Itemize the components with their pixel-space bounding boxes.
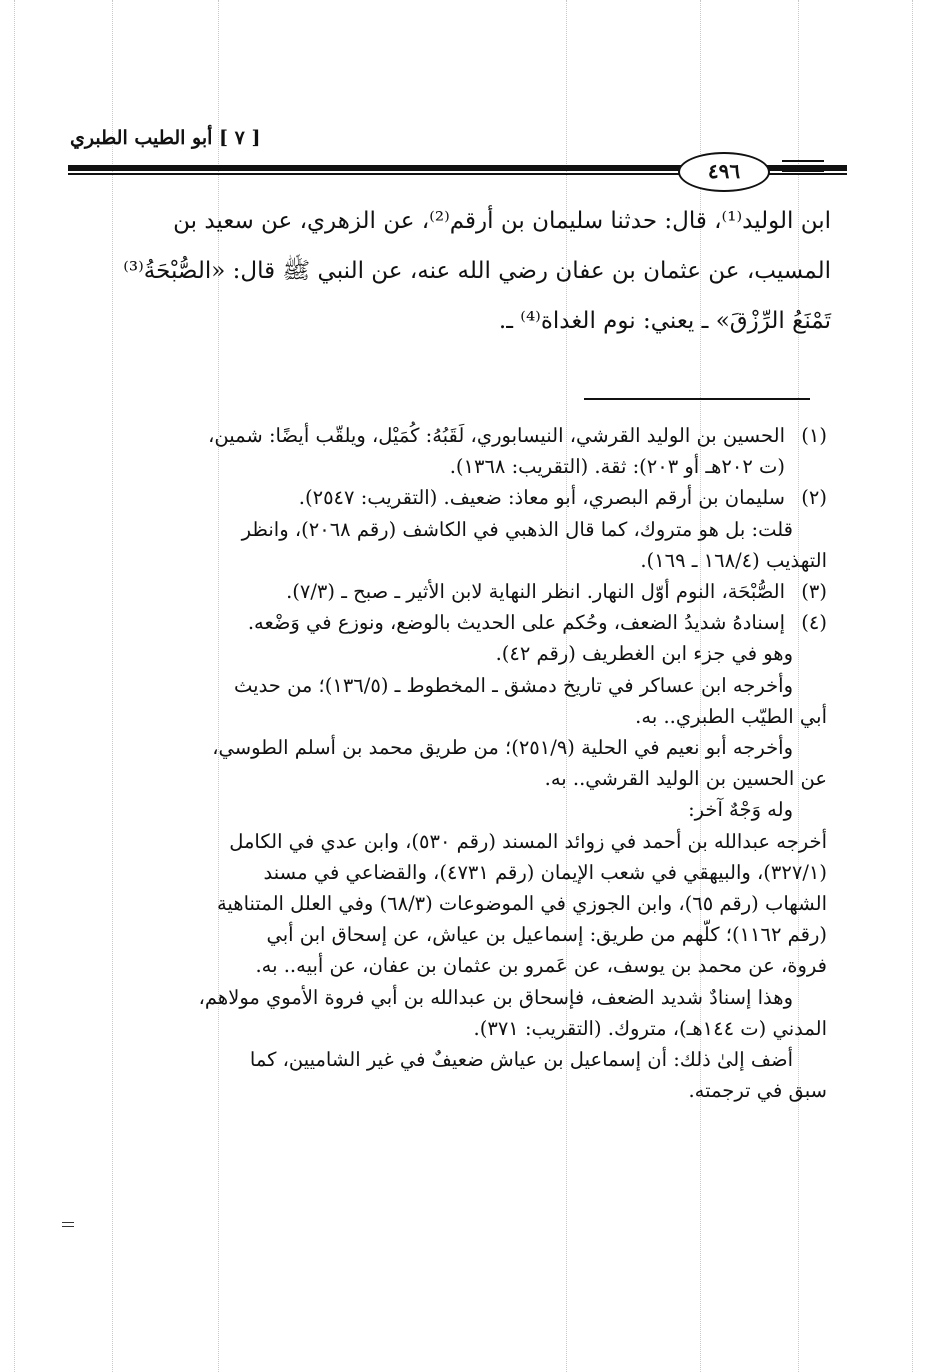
footnote [76, 576, 827, 607]
footnote-continuation-line: وأخرجه ابن عساكر في تاريخ دمشق ـ المخطوط ـ (١٣٦/٥)؛ من حديث [234, 673, 793, 697]
footnote-continuation-line: وأخرجه أبو نعيم في الحلية (٢٥١/٩)؛ من طريق محمد بن أسلم الطوسي، [212, 736, 793, 760]
main-text [82, 196, 831, 346]
scan-guide-line [912, 0, 913, 1372]
footnote [76, 420, 827, 482]
footnote-separator [584, 398, 810, 400]
footnote-continuation-line: وهو في جزء ابن الغطريف (رقم ٤٢). [495, 642, 793, 666]
margin-mark [62, 1222, 74, 1230]
footnote [76, 482, 827, 513]
footnote-continuation-line: وهذا إسنادٌ شديد الضعف، فإسحاق بن عبدالله بن أبي فروة الأموي مولاهم، [198, 985, 793, 1009]
page-number: ٤٩٦ [678, 152, 770, 192]
header-ornament [782, 160, 824, 180]
footnote-continuation-line: فروة، عن محمد بن يوسف، عن عَمرو بن عثمان بن عفان، عن أبيه.. به. [255, 954, 827, 978]
footnotes [76, 420, 827, 1106]
footnote-number: (٢) [801, 486, 827, 510]
footnote-continuation-line: عن الحسين بن الوليد القرشي.. به. [544, 767, 827, 791]
footnote-continuation-line: أضف إلىٰ ذلك: أن إسماعيل بن عياش ضعيفٌ في غير الشاميين، كما [249, 1048, 793, 1072]
footnote-continuation-line: المدني (ت ١٤٤هـ)، متروك. (التقريب: ٣٧١). [473, 1016, 827, 1040]
footnote-continuation-line: (٣٢٧/١)، والبيهقي في شعب الإيمان (رقم ٤٧٣١)، والقضاعي في مسند [263, 860, 827, 884]
footnote-line: إسنادهُ شديدُ الضعف، وحُكم على الحديث بالوضع، ونوزع في وَضْعه. [247, 611, 785, 635]
footnote-continuation-line: قلت: بل هو متروك، كما قال الذهبي في الكاشف (رقم ٢٠٦٨)، وانظر [241, 517, 793, 541]
footnote-number: (٤) [801, 611, 827, 635]
footnote-line: الصُّبْحَة، النوم أوّل النهار. انظر النهاية لابن الأثير ـ صبح ـ (٧/٣). [286, 580, 785, 604]
footnote [76, 607, 827, 638]
main-text-line: تَمْنَعُ الرِّزْقَ» ـ يعني: نوم الغداة⁽⁴⁾ ـ. [498, 308, 831, 334]
footnote-continuation-line: أخرجه عبدالله بن أحمد في زوائد المسند (رقم ٥٣٠)، وابن عدي في الكامل [229, 829, 827, 853]
footnote-continuation-line: الشهاب (رقم ٦٥)، وابن الجوزي في الموضوعات (٦٨/٣) وفي العلل المتناهية [216, 892, 827, 916]
footnote-continuation-line: التهذيب (١٦٨/٤ ـ ١٦٩). [640, 548, 827, 572]
footnote-number: (١) [801, 424, 827, 447]
footnote-line: (ت ٢٠٢هـ أو ٢٠٣): ثقة. (التقريب: ١٣٦٨). [449, 455, 785, 479]
scan-guide-line [14, 0, 15, 1372]
running-header [70, 118, 310, 158]
chapter-number: [ ٧ ] [219, 127, 261, 149]
footnote-continuation-line: أبي الطيّب الطبري.. به. [635, 704, 827, 728]
footnote-continuation-line: (رقم ١١٦٢)؛ كلّهم من طريق: إسماعيل بن عياش، عن إسحاق ابن أبي [266, 923, 827, 947]
footnote-line: سليمان بن أرقم البصري، أبو معاذ: ضعيف. (التقريب: ٢٥٤٧). [298, 486, 785, 510]
footnote-continuation-line: سبق في ترجمته. [688, 1079, 827, 1103]
footnote-continuation-line: وله وَجْهٌ آخر: [688, 798, 793, 822]
main-text-line: ابن الوليد⁽¹⁾، قال: حدثنا سليمان بن أرقم⁽²⁾، عن الزهري، عن سعيد بن [173, 208, 831, 234]
chapter-title: أبو الطيب الطبري [70, 127, 213, 149]
footnote-number: (٣) [801, 580, 827, 604]
main-text-line: المسيب، عن عثمان بن عفان رضي الله عنه، عن النبي ﷺ قال: «الصُّبْحَةُ⁽³⁾ [123, 258, 831, 284]
footnote-line: الحسين بن الوليد القرشي، النيسابوري، لَقَبُهُ: كُمَيْل، ويلقّب أيضًا: شمين، [208, 424, 785, 447]
